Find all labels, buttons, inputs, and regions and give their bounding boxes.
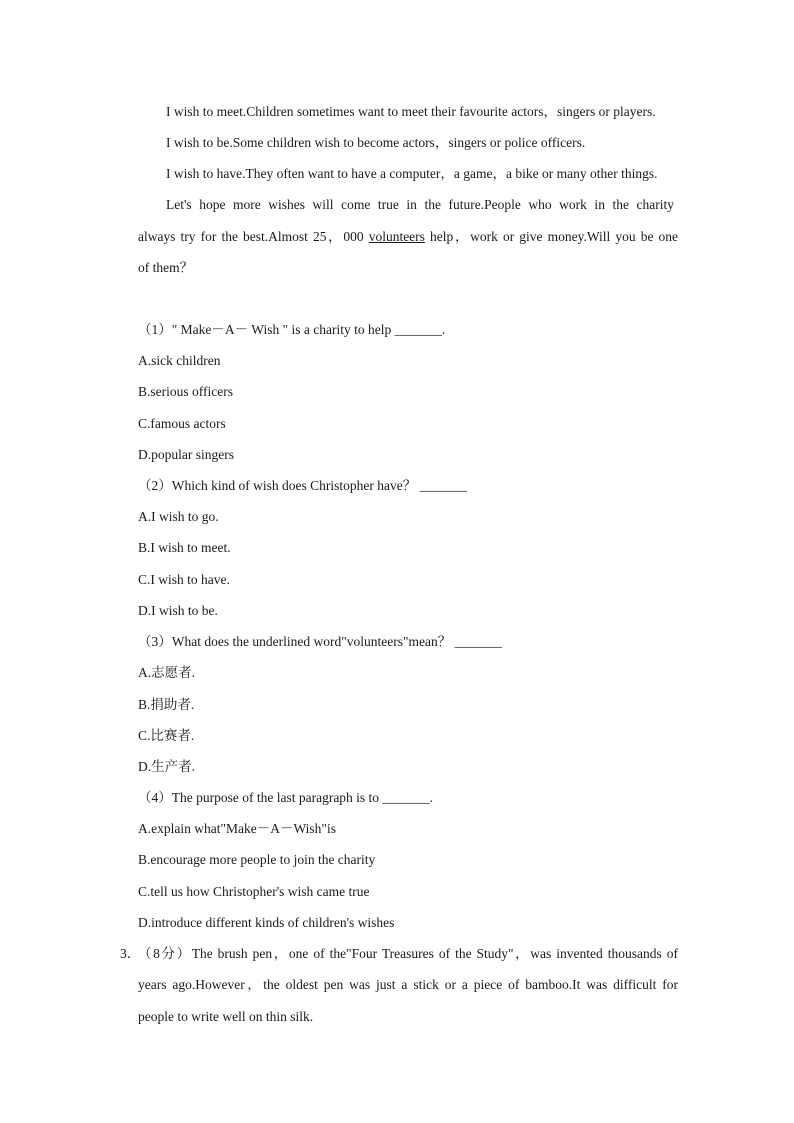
question-1-option-b: B.serious officers <box>138 384 233 399</box>
paragraph-last-line-2 <box>138 228 678 246</box>
question-2-stem: （2）Which kind of wish does Christopher have？ _______ <box>138 478 467 493</box>
question-3-stem: （3）What does the underlined word"volunteers"mean？ _______ <box>138 634 502 649</box>
next-passage-line-3: people to write well on thin silk. <box>138 1009 314 1024</box>
paragraph-last-line-2-b: help，work or give money.Will you be one <box>424 229 678 244</box>
underlined-word-volunteers: volunteers <box>368 229 425 244</box>
paragraph-last-line-2-a: always try for the best.Almost 25，000 <box>138 229 369 244</box>
question-1-stem: （1）" Make－A－ Wish " is a charity to help _______. <box>138 322 446 337</box>
paragraph-last-line-3: of them？ <box>138 260 194 275</box>
question-3-option-d: D.生产者. <box>138 759 195 774</box>
question-1-option-c: C.famous actors <box>138 416 226 431</box>
paragraph-last-line-1: Let's hope more wishes will come true in the future.People who work in the charity <box>166 197 674 212</box>
question-3-option-c: C.比赛者. <box>138 728 195 743</box>
question-4-stem: （4）The purpose of the last paragraph is to _______. <box>138 790 434 805</box>
question-2-option-b: B.I wish to meet. <box>138 540 231 555</box>
question-4-option-a: A.explain what"Make－A－Wish"is <box>138 821 336 836</box>
question-4-option-b: B.encourage more people to join the charity <box>138 852 376 867</box>
paragraph-wish-to-have: I wish to have.They often want to have a computer，a game，a bike or many other things. <box>166 166 658 181</box>
question-1-option-d: D.popular singers <box>138 447 234 462</box>
question-3-option-a: A.志愿者. <box>138 665 195 680</box>
next-passage-line-1: （8分）The brush pen，one of the"Four Treasures of the Study"，was invented thousands of <box>138 946 678 961</box>
question-2-option-d: D.I wish to be. <box>138 603 218 618</box>
question-2-option-a: A.I wish to go. <box>138 509 219 524</box>
paragraph-wish-to-meet: I wish to meet.Children sometimes want to meet their favourite actors，singers or players. <box>166 104 656 119</box>
question-2-option-c: C.I wish to have. <box>138 572 230 587</box>
question-3-number: 3． <box>120 946 141 961</box>
question-4-option-c: C.tell us how Christopher's wish came true <box>138 884 370 899</box>
question-3-option-b: B.捐助者. <box>138 697 195 712</box>
question-4-option-d: D.introduce different kinds of children's wishes <box>138 915 395 930</box>
question-1-option-a: A.sick children <box>138 353 221 368</box>
paragraph-wish-to-be: I wish to be.Some children wish to become actors，singers or police officers. <box>166 135 586 150</box>
next-passage-line-2: years ago.However，the oldest pen was just a stick or a piece of bamboo.It was difficult for <box>138 977 678 992</box>
